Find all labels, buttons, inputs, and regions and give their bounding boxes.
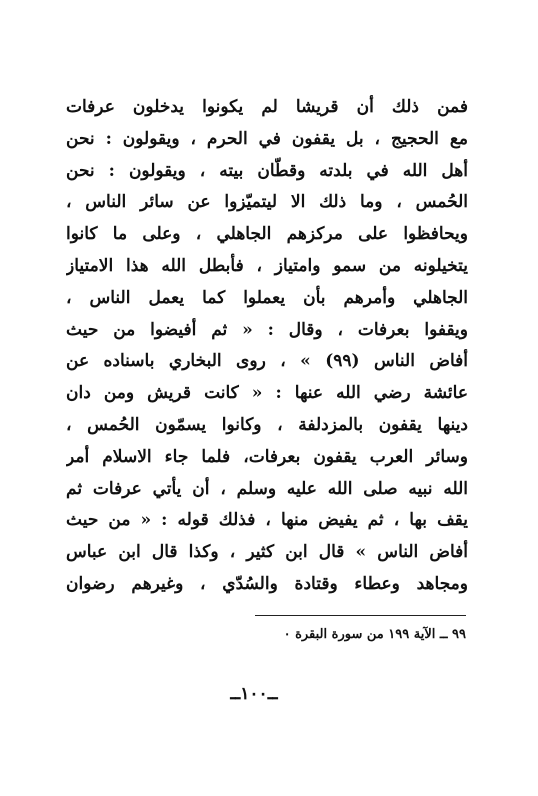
text-line: فمن ذلك أن قريشا لم يكونوا يدخلون عرفات: [66, 97, 468, 117]
text-line: أهل الله في بلدته وقطّان بيته ، ويقولون : نحن: [66, 160, 468, 181]
text-line: ومجاهد وعطاء وقتادة والسُدّي ، وغيرهم رضوان: [66, 573, 468, 594]
text-line: دينها يقفون بالمزدلفة ، وكانوا يسمّون الحُمس ،: [66, 414, 468, 435]
text-line: عائشة رضي الله عنها : « كانت قريش ومن دان: [66, 383, 468, 404]
text-line: مع الحجيج ، بل يقفون في الحرم ، ويقولون : نحن: [66, 128, 468, 149]
text-line: وسائر العرب يقفون بعرفات، فلما جاء الاسلام أمر: [66, 446, 468, 467]
page-number: ــ١٠٠ــ: [230, 684, 278, 704]
text-line: ويحافظوا على مركزهم الجاهلي ، وعلى ما كانوا: [66, 224, 468, 245]
footnote: ٩٩ ــ الآية ١٩٩ من سورة البقرة ٠: [283, 627, 466, 642]
text-line: ويقفوا بعرفات ، وقال : « ثم أفيضوا من حيث: [66, 319, 468, 340]
body-text: [66, 92, 468, 601]
text-line: يتخيلونه من سمو وامتياز ، فأبطل الله هذا الامتياز: [66, 255, 468, 276]
text-line: الحُمس ، وما ذلك الا ليتميّزوا عن سائر الناس ،: [66, 192, 468, 213]
text-line: أفاض الناس » قال ابن كثير ، وكذا قال ابن عباس: [66, 542, 468, 563]
text-line: الله نبيه صلى الله عليه وسلم ، أن يأتي عرفات ثم: [66, 478, 468, 499]
footnote-divider: [255, 615, 466, 616]
text-line: الجاهلي وأمرهم بأن يعملوا كما يعمل الناس ،: [66, 287, 468, 308]
text-line: أفاض الناس (٩٩) » ، روى البخاري باسناده عن: [66, 351, 468, 372]
text-line: يقف بها ، ثم يفيض منها ، فذلك قوله : « من حيث: [66, 510, 468, 531]
